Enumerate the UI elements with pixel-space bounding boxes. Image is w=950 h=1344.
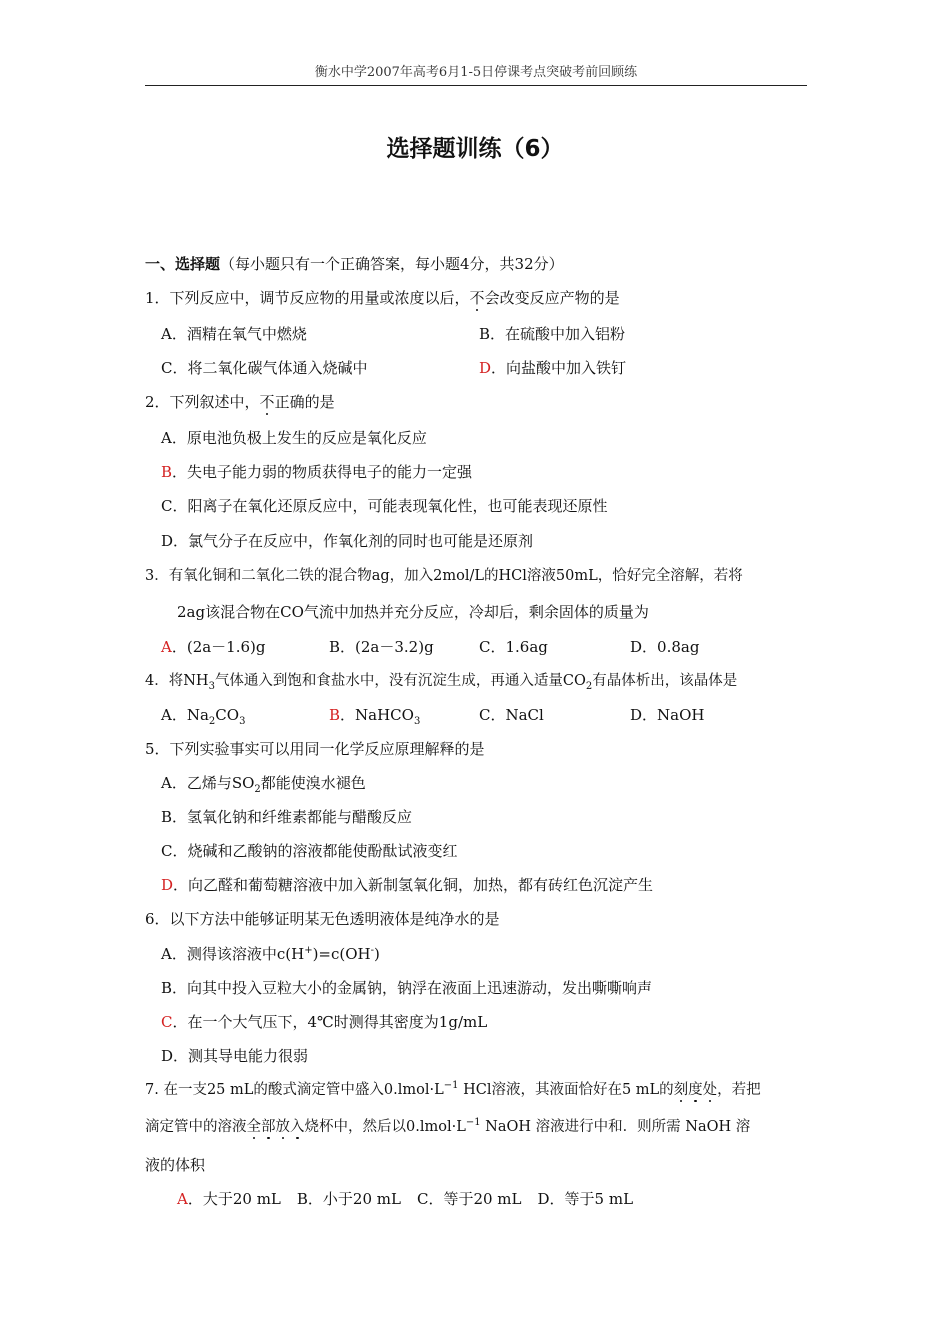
q3-option-c <box>479 636 548 658</box>
q2-option-a <box>161 427 427 449</box>
q7-options <box>177 1188 633 1210</box>
q2-option-d <box>161 530 533 552</box>
option-text: ．Na <box>171 706 209 724</box>
q5-option-c <box>161 840 458 862</box>
option-text: CO <box>215 706 240 724</box>
option-text: ．在硫酸中加入铝粉 <box>490 325 626 343</box>
option-text: ．1.6ag <box>490 638 548 656</box>
q6-option-c <box>161 1011 487 1033</box>
option-text: ．在一个大气压下，4℃时测得其密度为1g/mL <box>172 1013 488 1031</box>
q6-option-d <box>161 1045 308 1067</box>
answer-letter: D <box>479 359 492 377</box>
q2-stem-post: 正确的是 <box>274 393 335 411</box>
option-text: ．测得该溶液中c(H <box>171 945 305 963</box>
q1-stem-post: 改变反应产物的是 <box>499 289 620 307</box>
option-text: ．酒精在氧气中燃烧 <box>171 325 307 343</box>
option-letter: B <box>161 808 173 826</box>
question-5-stem: 5．下列实验事实可以用同一化学反应原理解释的是 <box>145 740 485 758</box>
subscript: 2 <box>585 680 593 692</box>
question-7-stem-line-3: 液的体积 <box>145 1156 206 1174</box>
answer-letter: B <box>161 463 173 481</box>
superscript: −1 <box>443 1080 459 1092</box>
option-text: ．NaOH <box>642 706 705 724</box>
q3-option-b <box>329 636 434 658</box>
q1-emphasis-2: 会 <box>484 289 500 307</box>
option-text: ．等于20 mL <box>428 1190 522 1208</box>
answer-letter: A <box>161 638 172 656</box>
q5-option-b <box>161 806 412 828</box>
option-text: ．NaHCO <box>340 706 414 724</box>
option-text: ．向乙醛和葡萄糖溶液中加入新制氢氧化铜，加热，都有砖红色沉淀产生 <box>173 876 654 894</box>
q7-emphasis: 全 <box>246 1119 261 1135</box>
q1-option-d <box>479 357 626 379</box>
option-letter: A <box>161 325 172 343</box>
question-3-stem-line-1: 3．有氧化铜和二氧化二铁的混合物ag，加入2mol/L的HCl溶液50mL，恰好完全溶解，若将 <box>145 568 743 584</box>
answer-letter: C <box>161 1013 173 1031</box>
question-7-stem-line-1 <box>145 1079 761 1101</box>
q7-emphasis: 放 <box>275 1119 290 1135</box>
option-letter: D <box>161 532 174 550</box>
option-letter: B <box>329 638 341 656</box>
option-letter: C <box>161 359 173 377</box>
option-text: ．阳离子在氧化还原反应中，可能表现氧化性，也可能表现还原性 <box>172 497 608 515</box>
q1-option-a <box>161 323 307 345</box>
option-letter: C <box>161 842 173 860</box>
subscript: 2 <box>254 784 261 795</box>
answer-letter: B <box>329 706 341 724</box>
answer-letter: A <box>177 1190 188 1208</box>
q5-option-d <box>161 874 653 896</box>
subscript: 3 <box>239 716 246 727</box>
q3-option-a <box>161 636 266 658</box>
option-text: ．等于5 mL <box>549 1190 634 1208</box>
option-letter: D <box>630 638 643 656</box>
option-letter: C <box>161 497 173 515</box>
option-text: ．将二氧化碳气体通入烧碱中 <box>172 359 368 377</box>
q7-stem-part: 烧杯中，然后以0.lmol·L <box>304 1119 466 1135</box>
option-text: ．向盐酸中加入铁钉 <box>491 359 627 377</box>
option-text: ．原电池负极上发生的反应是氧化反应 <box>171 429 427 447</box>
q7-emphasis: 度 <box>688 1082 703 1098</box>
answer-letter: D <box>161 876 174 894</box>
option-letter: A <box>161 774 172 792</box>
option-letter: C <box>479 706 491 724</box>
option-text: ．烧碱和乙酸钠的溶液都能使酚酞试液变红 <box>172 842 458 860</box>
q7-stem-part: NaOH 溶液进行中和．则所需 NaOH 溶 <box>480 1119 751 1135</box>
option-text: ．氢氧化钠和纤维素都能与醋酸反应 <box>172 808 413 826</box>
option-letter: B <box>161 979 173 997</box>
option-letter: D <box>630 706 643 724</box>
option-text: ．向其中投入豆粒大小的金属钠，钠浮在液面上迅速游动，发出嘶嘶响声 <box>172 979 653 997</box>
question-6-stem: 6．以下方法中能够证明某无色透明液体是纯净水的是 <box>145 910 500 928</box>
question-4-stem <box>145 670 737 692</box>
q1-option-c <box>161 357 368 379</box>
q4-stem-part: 气体通入到饱和食盐水中，没有沉淀生成，再通入适量CO <box>214 673 586 689</box>
subscript: 2 <box>208 716 216 727</box>
question-3-stem-line-2: 2ag该混合物在CO气流中加热并充分反应，冷却后，剩余固体的质量为 <box>177 603 649 621</box>
section-label: 一、选择题 <box>145 255 221 273</box>
option-text: ．氯气分子在反应中，作氧化剂的同时也可能是还原剂 <box>173 532 534 550</box>
q7-emphasis: 入 <box>290 1119 305 1135</box>
option-letter: B <box>296 1190 308 1208</box>
option-text: ．(2a－3.2)g <box>340 638 434 656</box>
q7-stem-part: 7. 在一支25 mL的酸式滴定管中盛入0.lmol·L <box>145 1082 444 1098</box>
question-7-stem-line-2 <box>145 1116 750 1138</box>
page-header: 衡水中学2007年高考6月1-5日停课考点突破考前回顾练 <box>314 65 638 80</box>
question-1-stem <box>145 287 620 309</box>
option-letter: A <box>161 429 172 447</box>
q7-stem-part: HCl溶液，其液面恰好在5 mL的 <box>458 1082 674 1098</box>
option-letter: C <box>416 1190 429 1208</box>
option-text: ) <box>374 945 380 963</box>
option-text: ．(2a－1.6)g <box>171 638 266 656</box>
q1-emphasis-1: 不 <box>469 289 485 307</box>
q3-option-d <box>630 636 699 658</box>
option-letter: A <box>161 706 172 724</box>
option-letter: A <box>161 945 172 963</box>
q2-option-c <box>161 495 608 517</box>
q2-emphasis: 不 <box>259 393 275 411</box>
q4-option-b <box>329 704 420 726</box>
superscript: −1 <box>465 1117 481 1129</box>
q4-option-c <box>479 704 544 726</box>
q7-emphasis: 部 <box>261 1119 276 1135</box>
option-text: 都能使溴水褪色 <box>260 774 366 792</box>
q4-stem-part: 4．将NH <box>145 673 209 689</box>
q6-option-b <box>161 977 652 999</box>
option-text: ．NaCl <box>490 706 544 724</box>
header-rule <box>145 85 807 86</box>
option-letter: B <box>479 325 491 343</box>
q1-option-b <box>479 323 625 345</box>
q2-option-b <box>161 461 472 483</box>
section-heading <box>145 253 564 275</box>
page-title: 选择题训练（6） <box>386 136 564 162</box>
q6-option-a <box>161 943 380 965</box>
q7-stem-part: ，若把 <box>717 1082 761 1098</box>
q7-emphasis: 刻 <box>673 1082 689 1098</box>
subscript: 3 <box>413 716 421 727</box>
section-note: （每小题只有一个正确答案，每小题4分，共32分） <box>220 255 564 273</box>
question-2-stem <box>145 391 335 413</box>
option-text: ．小于20 mL <box>307 1190 401 1208</box>
option-text: ．大于20 mL <box>187 1190 281 1208</box>
option-text: ．乙烯与SO <box>171 774 255 792</box>
q4-option-d <box>630 704 704 726</box>
superscript: + <box>304 945 313 956</box>
option-text: )=c(OH <box>312 945 371 963</box>
q1-stem-pre: 1．下列反应中，调节反应物的用量或浓度以后， <box>145 289 470 307</box>
option-text: ．测其导电能力很弱 <box>173 1047 309 1065</box>
option-text: ．0.8ag <box>642 638 700 656</box>
subscript: 3 <box>208 680 215 692</box>
option-text: ．失电子能力弱的物质获得电子的能力一定强 <box>172 463 473 481</box>
option-letter: D <box>537 1190 550 1208</box>
q7-stem-part: 滴定管中的溶液 <box>145 1119 247 1135</box>
q4-option-a <box>161 704 245 726</box>
q4-stem-part: 有晶体析出，该晶体是 <box>592 673 738 689</box>
q2-stem-pre: 2．下列叙述中， <box>145 393 260 411</box>
q5-option-a <box>161 772 366 794</box>
q7-emphasis: 处 <box>702 1082 718 1098</box>
option-letter: D <box>161 1047 174 1065</box>
option-letter: C <box>479 638 491 656</box>
superscript: - <box>370 945 375 956</box>
